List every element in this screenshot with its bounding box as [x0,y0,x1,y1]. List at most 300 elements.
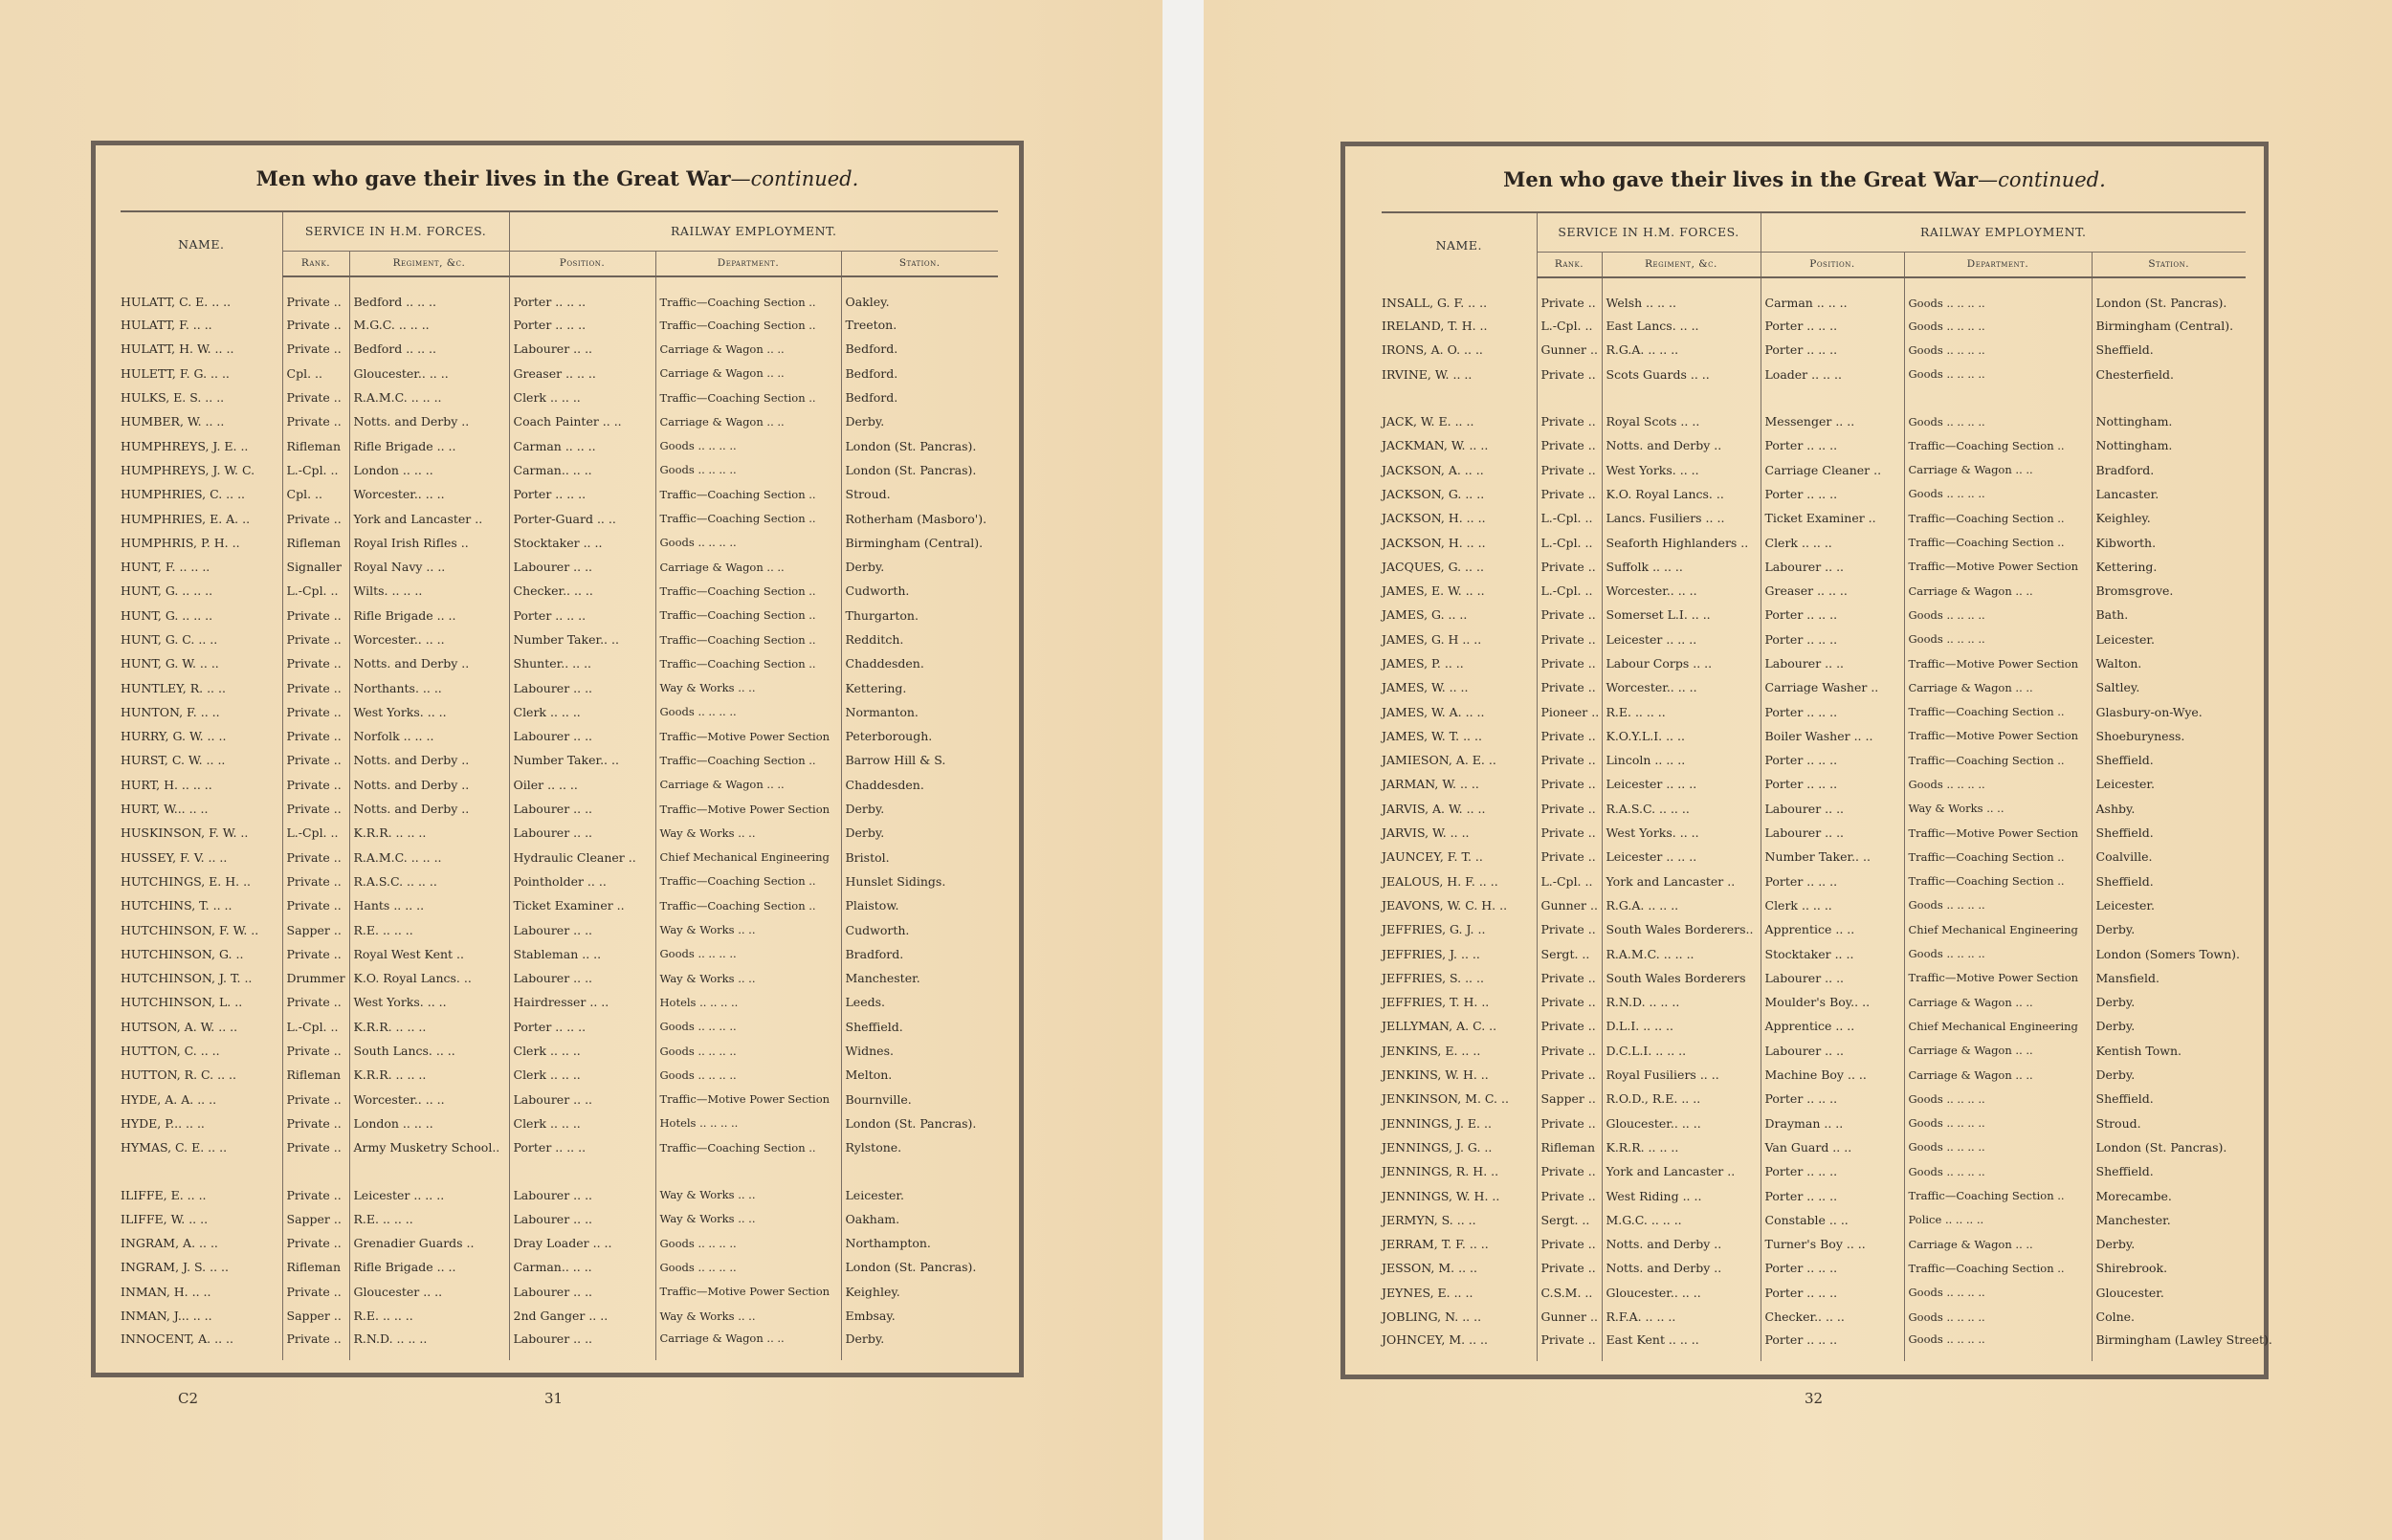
rank-cell: L.-Cpl. .. [282,821,349,845]
rank-cell: Rifleman [282,1063,349,1087]
regiment-cell: R.N.D. .. .. .. [349,1328,509,1360]
station-cell: Leicester. [841,1182,998,1206]
name-cell: HUNT, G. W. .. .. [121,656,219,671]
page-gutter [1163,0,1204,1540]
department-cell: Goods .. .. .. .. [655,700,841,724]
station-cell: Bournville. [841,1088,998,1111]
position-cell: Labourer .. .. [1761,966,1904,990]
table-row [121,1063,998,1087]
rank-cell: Private .. [282,337,349,361]
name-cell: HURT, W... .. .. [121,802,209,817]
department-cell: Goods .. .. .. .. [1904,338,2092,362]
position-cell: Labourer .. .. [1761,651,1904,675]
department-cell: Carriage & Wagon .. .. [655,773,841,797]
right-title-continued: —continued. [1978,168,2106,191]
position-cell: Pointholder .. .. [509,869,655,893]
table-row [1382,1256,2246,1280]
table-row [121,966,998,990]
regiment-cell: Welsh .. .. .. [1602,277,1761,314]
railway-header: RAILWAY EMPLOYMENT. [509,211,998,251]
position-cell: Porter .. .. .. [1761,603,1904,627]
position-cell: Greaser .. .. .. [1761,579,1904,603]
service-header: SERVICE IN H.M. FORCES. [282,211,509,251]
table-row [121,1135,998,1159]
station-cell: Northampton. [841,1231,998,1255]
station-cell: Stroud. [841,482,998,506]
name-cell: HUNT, G. .. .. .. [121,583,213,599]
table-row [121,458,998,482]
rank-cell: Private .. [282,846,349,869]
name-cell: JERMYN, S. .. .. [1382,1212,1476,1227]
name-cell: JAMES, E. W. .. .. [1382,583,1485,599]
department-cell: Traffic—Coaching Section .. [655,385,841,409]
position-cell: Porter .. .. .. [509,276,655,313]
table-row [1382,530,2246,554]
station-cell: Bromsgrove. [2092,579,2246,603]
rank-cell: Private .. [1537,1183,1602,1207]
rank-cell: Private .. [1537,627,1602,651]
station-cell: Mansfield. [2092,966,2246,990]
rank-cell: Private .. [1537,409,1602,433]
rank-cell: Private .. [1537,845,1602,869]
table-row [121,506,998,530]
rank-cell: Private .. [282,627,349,651]
regiment-cell: R.E. .. .. .. [349,1207,509,1231]
name-cell: JEAVONS, W. C. H. .. [1382,897,1508,913]
table-row [121,555,998,579]
department-cell: Goods .. .. .. .. [1904,603,2092,627]
regiment-header: Regiment, &c. [349,251,509,276]
rank-cell: Private .. [282,748,349,772]
rank-cell: Private .. [1537,1232,1602,1256]
table-row [121,869,998,893]
table-row [1382,941,2246,965]
name-cell: ILIFFE, E. .. .. [121,1187,207,1202]
regiment-cell: Worcester.. .. .. [349,1088,509,1111]
rank-cell: Sapper .. [282,917,349,941]
regiment-cell: Notts. and Derby .. [349,797,509,821]
station-cell: Leeds. [841,990,998,1014]
department-cell: Carriage & Wagon .. .. [655,337,841,361]
rank-cell: Rifleman [282,531,349,555]
left-title-main: Men who gave their lives in the Great War [255,166,731,190]
left-page [0,0,1163,1540]
department-cell: Carriage & Wagon .. .. [1904,1063,2092,1087]
position-cell: Labourer .. .. [1761,1039,1904,1063]
name-cell: HUMPHRIES, E. A. .. [121,511,251,526]
department-cell: Traffic—Coaching Section .. [655,651,841,675]
station-cell: Manchester. [841,966,998,990]
rank-cell: Sapper .. [282,1207,349,1231]
name-cell: HUTCHINSON, F. W. .. [121,922,259,937]
position-cell: Labourer .. .. [1761,797,1904,821]
table-row [121,579,998,603]
station-cell: Treeton. [841,313,998,337]
station-cell: Redditch. [841,627,998,651]
position-header: Position. [509,251,655,276]
table-row [1382,506,2246,530]
position-cell: Labourer .. .. [509,1088,655,1111]
right-table-frame [1340,142,2272,1379]
position-cell: Carriage Washer .. [1761,675,1904,699]
table-row [1382,917,2246,941]
position-cell: Carriage Cleaner .. [1761,457,1904,481]
regiment-cell: Notts. and Derby .. [349,651,509,675]
station-cell: Sheffield. [841,1015,998,1039]
station-cell: London (St. Pancras). [2092,1135,2246,1159]
department-cell: Goods .. .. .. .. [1904,363,2092,386]
table-row [121,482,998,506]
table-row [121,675,998,699]
department-header: Department. [1904,252,2092,277]
right-table-body [1382,277,2272,1361]
position-cell: Porter .. .. .. [1761,772,1904,796]
department-cell [655,1159,841,1182]
name-cell: JENNINGS, J. E. .. [1382,1115,1492,1131]
station-cell: Ashby. [2092,797,2246,821]
position-cell: Porter .. .. .. [1761,748,1904,772]
department-cell: Goods .. .. .. .. [1904,1281,2092,1305]
station-cell: Thurgarton. [841,604,998,627]
rank-cell: Private .. [1537,1159,1602,1183]
name-cell: IRELAND, T. H. .. [1382,319,1488,334]
rank-cell: L.-Cpl. .. [1537,579,1602,603]
position-cell: Ticket Examiner .. [1761,506,1904,530]
position-cell: Labourer .. .. [1761,555,1904,579]
station-cell: Coalville. [2092,845,2246,869]
rank-cell: Private .. [1537,675,1602,699]
department-cell: Traffic—Coaching Section .. [655,579,841,603]
regiment-cell: D.L.I. .. .. .. [1602,1014,1761,1038]
name-cell: JEFFRIES, J. .. .. [1382,946,1480,961]
department-cell: Way & Works .. .. [655,821,841,845]
position-cell: Clerk .. .. .. [1761,893,1904,917]
table-row [1382,1111,2246,1135]
position-cell: Hairdresser .. .. [509,990,655,1014]
regiment-cell: Northants. .. .. [349,675,509,699]
station-cell: Peterborough. [841,724,998,748]
rank-cell [1537,386,1602,409]
position-cell: Checker.. .. .. [509,579,655,603]
table-row [1382,409,2246,433]
position-cell: Turner's Boy .. .. [1761,1232,1904,1256]
right-casualty-table [1382,211,2272,1361]
department-cell: Goods .. .. .. .. [1904,1111,2092,1135]
department-cell: Carriage & Wagon .. .. [655,555,841,579]
rank-cell: Drummer [282,966,349,990]
position-cell: Coach Painter .. .. [509,409,655,433]
position-cell: Labourer .. .. [509,337,655,361]
left-title-continued: —continued. [730,167,859,190]
regiment-cell: R.G.A. .. .. .. [1602,893,1761,917]
left-casualty-table [121,210,998,1360]
station-cell: Rylstone. [841,1135,998,1159]
table-row [121,846,998,869]
position-cell [1761,386,1904,409]
name-cell: HURST, C. W. .. .. [121,753,226,768]
position-cell: Messenger .. .. [1761,409,1904,433]
position-cell: Carman.. .. .. [509,1255,655,1279]
name-cell: JARVIS, A. W. .. .. [1382,801,1486,816]
name-cell: INMAN, J... .. .. [121,1309,212,1324]
rank-cell: Private .. [1537,1063,1602,1087]
rank-cell: Private .. [282,675,349,699]
name-cell: JAMES, G. .. .. [1382,607,1468,623]
department-cell: Goods .. .. .. .. [1904,1135,2092,1159]
regiment-cell: Leicester .. .. .. [1602,627,1761,651]
name-cell: HUTCHINSON, G. .. [121,946,244,961]
regiment-cell: Notts. and Derby .. [1602,1256,1761,1280]
table-row [1382,966,2246,990]
regiment-cell: R.F.A. .. .. .. [1602,1305,1761,1329]
station-cell: Bedford. [841,362,998,385]
position-cell: Clerk .. .. .. [509,1063,655,1087]
regiment-cell: Worcester.. .. .. [1602,579,1761,603]
name-cell: INGRAM, J. S. .. .. [121,1260,229,1275]
position-cell: Porter .. .. .. [1761,1256,1904,1280]
name-cell: JOHNCEY, M. .. .. [1382,1332,1488,1348]
station-cell: Sheffield. [2092,869,2246,893]
table-row [1382,433,2246,457]
department-cell: Traffic—Motive Power Section [1904,651,2092,675]
regiment-cell: South Lancs. .. .. [349,1039,509,1063]
rank-cell [282,1159,349,1182]
position-cell: Constable .. .. [1761,1208,1904,1232]
department-cell: Goods .. .. .. .. [655,1231,841,1255]
position-cell: Shunter.. .. .. [509,651,655,675]
department-cell: Traffic—Coaching Section .. [1904,699,2092,723]
position-cell [509,1159,655,1182]
regiment-cell: Worcester.. .. .. [349,627,509,651]
position-cell: Porter .. .. .. [509,482,655,506]
rank-cell: Private .. [282,1111,349,1135]
department-cell: Traffic—Coaching Section .. [655,276,841,313]
position-cell: Moulder's Boy.. .. [1761,990,1904,1014]
name-cell: INSALL, G. F. .. .. [1382,295,1488,310]
department-cell: Traffic—Coaching Section .. [1904,869,2092,893]
name-cell: HUMPHRIS, P. H. .. [121,535,240,550]
station-cell: Derby. [841,797,998,821]
station-cell: Shirebrook. [2092,1256,2246,1280]
name-cell: ILIFFE, W. .. .. [121,1211,209,1226]
table-row [121,1304,998,1328]
station-cell: Sheffield. [2092,1087,2246,1111]
name-cell: HULETT, F. G. .. .. [121,365,230,381]
department-cell: Goods .. .. .. .. [655,1255,841,1279]
department-cell: Goods .. .. .. .. [655,433,841,457]
position-cell: Labourer .. .. [509,1280,655,1304]
position-cell: Stocktaker .. .. [509,531,655,555]
station-cell [2092,386,2246,409]
station-cell: Derby. [841,409,998,433]
rank-cell: Private .. [1537,1111,1602,1135]
department-cell: Goods .. .. .. .. [655,1063,841,1087]
table-row [1382,699,2246,723]
name-cell: JENKINSON, M. C. .. [1382,1091,1509,1107]
station-cell: Chaddesden. [841,773,998,797]
rank-cell: Private .. [282,869,349,893]
table-row [121,1039,998,1063]
table-row [1382,1329,2246,1361]
station-cell: Derby. [841,821,998,845]
table-row [121,1182,998,1206]
name-cell: JENNINGS, R. H. .. [1382,1164,1499,1179]
regiment-cell: K.O. Royal Lancs. .. [349,966,509,990]
name-cell: HURT, H. .. .. .. [121,777,212,792]
department-header: Department. [655,251,841,276]
table-row [121,627,998,651]
name-cell: HUMBER, W. .. .. [121,414,225,429]
position-cell: Dray Loader .. .. [509,1231,655,1255]
station-cell: Embsay. [841,1304,998,1328]
department-cell: Way & Works .. .. [1904,797,2092,821]
railway-header: RAILWAY EMPLOYMENT. [1761,212,2246,252]
regiment-cell: Leicester .. .. .. [1602,772,1761,796]
name-cell [1382,386,1537,409]
rank-cell: Private .. [282,276,349,313]
position-cell: Porter .. .. .. [509,1015,655,1039]
table-row [1382,869,2246,893]
department-cell: Traffic—Coaching Section .. [655,869,841,893]
station-cell: Derby. [2092,917,2246,941]
rank-cell: Gunner .. [1537,1305,1602,1329]
name-cell: HUNT, G. C. .. .. [121,632,218,647]
regiment-cell: Scots Guards .. .. [1602,363,1761,386]
regiment-header: Regiment, &c. [1602,252,1761,277]
name-cell: JAMES, W. A. .. .. [1382,704,1485,719]
department-cell: Goods .. .. .. .. [1904,482,2092,506]
name-cell: HYMAS, C. E. .. .. [121,1140,228,1155]
station-cell: Derby. [841,1328,998,1360]
position-cell: Porter .. .. .. [1761,314,1904,338]
position-cell: Porter .. .. .. [509,313,655,337]
rank-cell: Pioneer .. [1537,699,1602,723]
table-row [1382,627,2246,651]
station-cell: London (Somers Town). [2092,941,2246,965]
table-row [1382,772,2246,796]
department-cell: Traffic—Motive Power Section [1904,966,2092,990]
regiment-cell: R.A.S.C. .. .. .. [1602,797,1761,821]
regiment-cell: York and Lancaster .. [349,506,509,530]
regiment-cell: Royal Irish Rifles .. [349,531,509,555]
station-cell: Hunslet Sidings. [841,869,998,893]
rank-header: Rank. [1537,252,1602,277]
station-header: Station. [2092,252,2246,277]
regiment-cell: R.A.S.C. .. .. .. [349,869,509,893]
regiment-cell: Rifle Brigade .. .. [349,604,509,627]
station-cell: Barrow Hill & S. [841,748,998,772]
station-cell: Nottingham. [2092,433,2246,457]
name-cell: JARVIS, W. .. .. [1382,825,1470,841]
table-row [121,604,998,627]
table-row [1382,1135,2246,1159]
rank-cell: Private .. [1537,603,1602,627]
station-cell: Bedford. [841,337,998,361]
position-cell: Number Taker.. .. [1761,845,1904,869]
rank-cell: Sergt. .. [1537,1208,1602,1232]
rank-cell: C.S.M. .. [1537,1281,1602,1305]
position-cell: Porter .. .. .. [509,604,655,627]
station-cell: Sheffield. [2092,748,2246,772]
table-row [1382,386,2246,409]
regiment-cell: Gloucester.. .. .. [1602,1281,1761,1305]
department-cell: Traffic—Motive Power Section [1904,724,2092,748]
table-row [1382,1305,2246,1329]
table-row [1382,724,2246,748]
regiment-cell: Somerset L.I. .. .. [1602,603,1761,627]
rank-cell: Signaller [282,555,349,579]
table-row [121,700,998,724]
station-cell: Plaistow. [841,893,998,917]
right-title-main: Men who gave their lives in the Great War [1503,167,1979,191]
name-cell: JENNINGS, J. G. .. [1382,1139,1493,1155]
name-cell: JAMIESON, A. E. .. [1382,753,1496,768]
department-cell: Carriage & Wagon .. .. [1904,1232,2092,1256]
regiment-cell: East Lancs. .. .. [1602,314,1761,338]
table-row [121,917,998,941]
station-cell: Keighley. [2092,506,2246,530]
left-page-title [96,166,1019,190]
position-cell: Porter .. .. .. [1761,1159,1904,1183]
department-cell: Traffic—Coaching Section .. [655,627,841,651]
rank-cell: Gunner .. [1537,338,1602,362]
regiment-cell: South Wales Borderers.. [1602,917,1761,941]
table-row [121,651,998,675]
station-cell: London (St. Pancras). [2092,277,2246,314]
department-cell: Goods .. .. .. .. [1904,1159,2092,1183]
regiment-cell: D.C.L.I. .. .. .. [1602,1039,1761,1063]
right-page-title [1345,167,2264,191]
station-cell: Kettering. [841,675,998,699]
regiment-cell: Gloucester .. .. [349,1280,509,1304]
department-cell: Goods .. .. .. .. [1904,627,2092,651]
table-row [1382,277,2246,314]
rank-cell: Private .. [282,1088,349,1111]
rank-cell: Private .. [1537,748,1602,772]
table-row [121,942,998,966]
regiment-cell: Notts. and Derby .. [1602,433,1761,457]
name-cell: JEFFRIES, S. .. .. [1382,970,1484,985]
table-row [1382,1281,2246,1305]
department-cell: Traffic—Coaching Section .. [1904,845,2092,869]
table-row [121,1015,998,1039]
rank-cell: Private .. [1537,277,1602,314]
name-cell: JENNINGS, W. H. .. [1382,1188,1500,1203]
regiment-cell: South Wales Borderers [1602,966,1761,990]
department-cell: Goods .. .. .. .. [1904,893,2092,917]
position-cell: Carman.. .. .. [509,458,655,482]
regiment-cell: Notts. and Derby .. [1602,1232,1761,1256]
regiment-cell: Bedford .. .. .. [349,276,509,313]
name-cell: HUTCHINGS, E. H. .. [121,873,252,889]
department-cell: Traffic—Coaching Section .. [655,893,841,917]
table-row [1382,603,2246,627]
department-cell: Way & Works .. .. [655,917,841,941]
position-cell: Porter .. .. .. [1761,1329,1904,1361]
rank-cell: Private .. [1537,457,1602,481]
station-cell [841,1159,998,1182]
name-cell: HUTTON, R. C. .. .. [121,1067,236,1083]
rank-cell: Private .. [282,385,349,409]
table-row [121,1328,998,1360]
rank-cell: Private .. [282,313,349,337]
position-cell: Apprentice .. .. [1761,1014,1904,1038]
station-cell: Melton. [841,1063,998,1087]
department-cell [1904,386,2092,409]
table-row [121,893,998,917]
table-row [1382,1063,2246,1087]
name-cell: JEYNES, E. .. .. [1382,1285,1473,1300]
